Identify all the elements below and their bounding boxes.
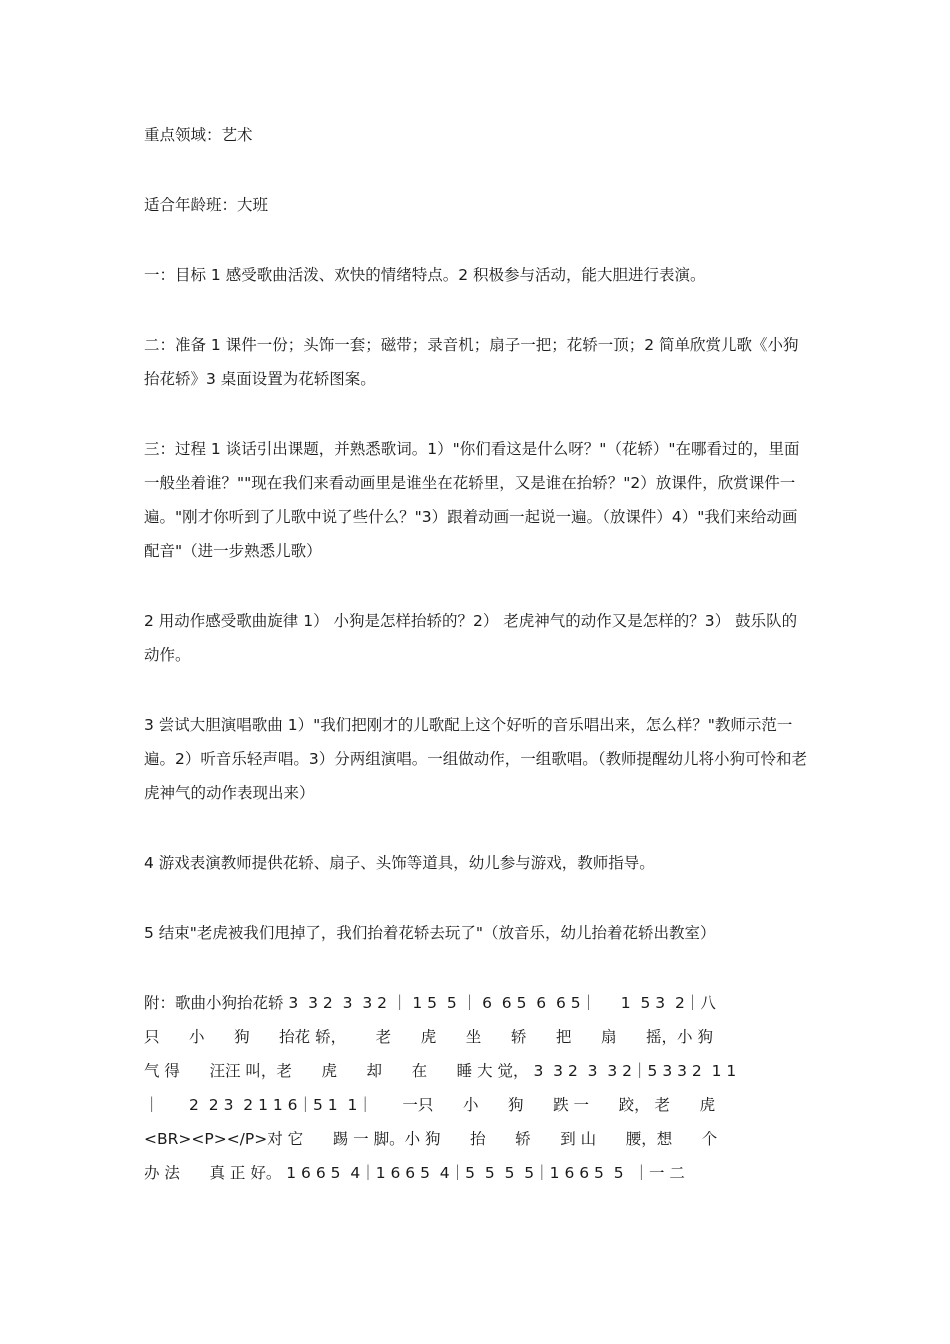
document-page [144, 118, 810, 1190]
process-section: 三：过程 1 谈话引出课题，并熟悉歌词。1）"你们看这是什么呀？"（花轿）"在哪看过的，里面一般坐着谁？""现在我们来看动画里是谁坐在花轿里，又是谁在抬轿？"2）放课件，欣赏课件一遍。"刚才你听到了儿歌中说了些什么？"3）跟着动画一起说一遍。（放课件）4）"我们来给动画配音"（进一步熟悉儿歌） [144, 440, 800, 560]
step-5-paragraph: 5 结束"老虎被我们甩掉了，我们抬着花轿去玩了"（放音乐，幼儿抬着花轿出教室） [144, 924, 716, 942]
preparation-section: 二：准备 1 课件一份；头饰一套；磁带；录音机；扇子一把；花轿一顶；2 简单欣赏儿歌《小狗抬花轿》3 桌面设置为花轿图案。 [144, 336, 799, 388]
song-line: ｜ 2 2 3 2 1 1 6｜5 1 1｜ 一只 小 狗 跌 一 跤， 老 虎 [144, 1096, 716, 1114]
song-appendix [144, 986, 810, 1190]
age-group: 适合年龄班：大班 [144, 196, 269, 214]
song-line: <BR><P></P>对 它 踢 一 脚。小 狗 抬 轿 到 山 腰，想 个 [144, 1130, 718, 1148]
focus-area: 重点领域：艺术 [144, 126, 253, 144]
song-line: 附：歌曲小狗抬花轿 3 3 2 3 3 2 ｜ 1 5 5 ｜ 6 6 5 6 6 5｜ 1 5 3 2｜八 [144, 994, 716, 1012]
song-line: 气 得 汪汪 叫，老 虎 却 在 睡 大 觉， 3 3 2 3 3 2｜5 3 3 2 1 1 [144, 1062, 737, 1080]
goals-section: 一：目标 1 感受歌曲活泼、欢快的情绪特点。2 积极参与活动，能大胆进行表演。 [144, 266, 706, 284]
step-2-paragraph: 2 用动作感受歌曲旋律 1） 小狗是怎样抬轿的？2） 老虎神气的动作又是怎样的？3） 鼓乐队的动作。 [144, 612, 798, 664]
step-4-paragraph: 4 游戏表演教师提供花轿、扇子、头饰等道具，幼儿参与游戏，教师指导。 [144, 854, 655, 872]
song-line: 只 小 狗 抬花 轿， 老 虎 坐 轿 把 扇 摇，小 狗 [144, 1028, 713, 1046]
song-line: 办 法 真 正 好。 1 6 6 5 4｜1 6 6 5 4｜5 5 5 5｜1 6 6 5 5 ｜一 二 [144, 1164, 685, 1182]
step-3-paragraph: 3 尝试大胆演唱歌曲 1）"我们把刚才的儿歌配上这个好听的音乐唱出来，怎么样？"教师示范一遍。2）听音乐轻声唱。3）分两组演唱。一组做动作，一组歌唱。（教师提醒幼儿将小狗可怜和老虎神气的动作表现出来） [144, 716, 807, 802]
